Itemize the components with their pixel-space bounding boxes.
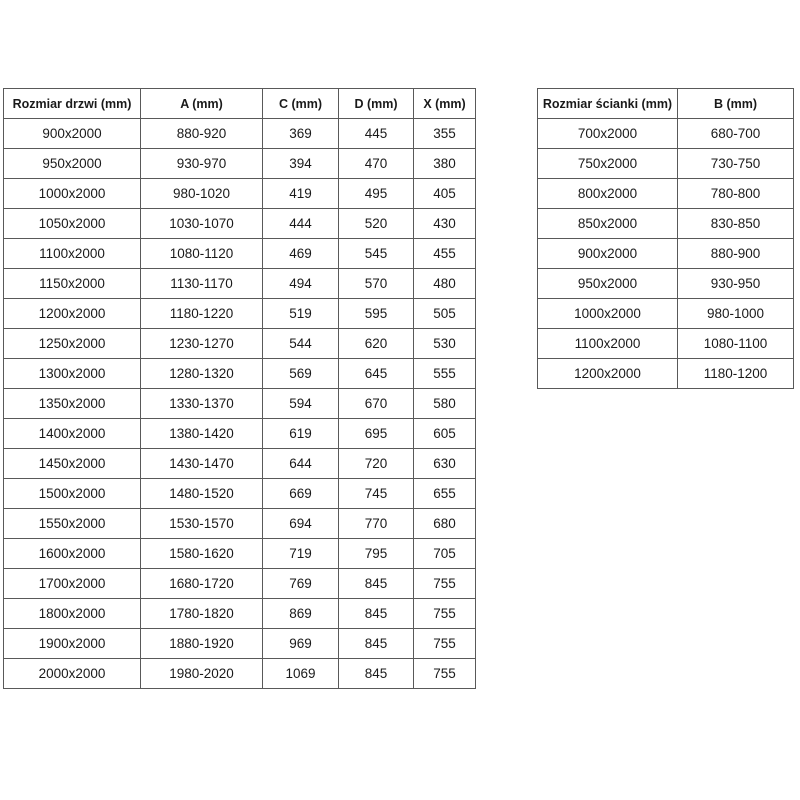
table-cell: 1530-1570 bbox=[141, 509, 263, 539]
table-cell: 1250x2000 bbox=[4, 329, 141, 359]
table-cell: 1680-1720 bbox=[141, 569, 263, 599]
table-cell: 950x2000 bbox=[538, 269, 678, 299]
table-cell: 469 bbox=[263, 239, 339, 269]
table-cell: 1900x2000 bbox=[4, 629, 141, 659]
table-cell: 644 bbox=[263, 449, 339, 479]
table-cell: 455 bbox=[414, 239, 476, 269]
table-cell: 969 bbox=[263, 629, 339, 659]
column-header-b: B (mm) bbox=[678, 89, 794, 119]
column-header-rozmiar-drzwi: Rozmiar drzwi (mm) bbox=[4, 89, 141, 119]
column-header-a: A (mm) bbox=[141, 89, 263, 119]
table-cell: 755 bbox=[414, 629, 476, 659]
table-row bbox=[4, 299, 476, 329]
table-row bbox=[4, 419, 476, 449]
table-cell: 769 bbox=[263, 569, 339, 599]
table-cell: 1600x2000 bbox=[4, 539, 141, 569]
table-cell: 755 bbox=[414, 659, 476, 689]
table-row bbox=[4, 389, 476, 419]
column-header-d: D (mm) bbox=[339, 89, 414, 119]
table-cell: 645 bbox=[339, 359, 414, 389]
table-cell: 730-750 bbox=[678, 149, 794, 179]
table-row bbox=[4, 239, 476, 269]
table-row bbox=[538, 359, 794, 389]
table-cell: 495 bbox=[339, 179, 414, 209]
table-cell: 755 bbox=[414, 599, 476, 629]
table-cell: 780-800 bbox=[678, 179, 794, 209]
table-row bbox=[4, 569, 476, 599]
table-cell: 605 bbox=[414, 419, 476, 449]
table-cell: 1380-1420 bbox=[141, 419, 263, 449]
table-cell: 1400x2000 bbox=[4, 419, 141, 449]
table-cell: 545 bbox=[339, 239, 414, 269]
table-cell: 755 bbox=[414, 569, 476, 599]
table-cell: 1069 bbox=[263, 659, 339, 689]
column-header-x: X (mm) bbox=[414, 89, 476, 119]
table-cell: 745 bbox=[339, 479, 414, 509]
table-cell: 795 bbox=[339, 539, 414, 569]
table-cell: 544 bbox=[263, 329, 339, 359]
door-table-header-row bbox=[4, 89, 476, 119]
table-row bbox=[4, 119, 476, 149]
table-row bbox=[538, 119, 794, 149]
table-cell: 680 bbox=[414, 509, 476, 539]
table-cell: 695 bbox=[339, 419, 414, 449]
table-cell: 355 bbox=[414, 119, 476, 149]
table-cell: 655 bbox=[414, 479, 476, 509]
table-row bbox=[538, 299, 794, 329]
table-cell: 1580-1620 bbox=[141, 539, 263, 569]
table-row bbox=[4, 449, 476, 479]
table-cell: 1500x2000 bbox=[4, 479, 141, 509]
table-cell: 530 bbox=[414, 329, 476, 359]
table-cell: 1300x2000 bbox=[4, 359, 141, 389]
door-size-table bbox=[3, 88, 476, 689]
table-cell: 980-1000 bbox=[678, 299, 794, 329]
table-row bbox=[4, 599, 476, 629]
table-row bbox=[4, 509, 476, 539]
table-row bbox=[4, 269, 476, 299]
table-row bbox=[4, 179, 476, 209]
table-cell: 569 bbox=[263, 359, 339, 389]
table-cell: 705 bbox=[414, 539, 476, 569]
table-cell: 669 bbox=[263, 479, 339, 509]
column-header-rozmiar-scianki: Rozmiar ścianki (mm) bbox=[538, 89, 678, 119]
table-cell: 594 bbox=[263, 389, 339, 419]
table-row bbox=[4, 479, 476, 509]
table-cell: 1080-1120 bbox=[141, 239, 263, 269]
table-cell: 494 bbox=[263, 269, 339, 299]
table-cell: 419 bbox=[263, 179, 339, 209]
wall-size-table bbox=[537, 88, 794, 389]
table-cell: 1000x2000 bbox=[538, 299, 678, 329]
table-cell: 1880-1920 bbox=[141, 629, 263, 659]
table-cell: 1330-1370 bbox=[141, 389, 263, 419]
table-cell: 580 bbox=[414, 389, 476, 419]
table-cell: 1100x2000 bbox=[538, 329, 678, 359]
table-row bbox=[4, 329, 476, 359]
table-cell: 880-920 bbox=[141, 119, 263, 149]
table-cell: 1480-1520 bbox=[141, 479, 263, 509]
table-cell: 830-850 bbox=[678, 209, 794, 239]
table-cell: 405 bbox=[414, 179, 476, 209]
table-cell: 1980-2020 bbox=[141, 659, 263, 689]
table-cell: 1700x2000 bbox=[4, 569, 141, 599]
table-cell: 845 bbox=[339, 629, 414, 659]
table-cell: 520 bbox=[339, 209, 414, 239]
table-cell: 720 bbox=[339, 449, 414, 479]
table-cell: 1150x2000 bbox=[4, 269, 141, 299]
table-cell: 869 bbox=[263, 599, 339, 629]
table-cell: 555 bbox=[414, 359, 476, 389]
table-row bbox=[538, 179, 794, 209]
table-cell: 1200x2000 bbox=[4, 299, 141, 329]
table-cell: 1200x2000 bbox=[538, 359, 678, 389]
table-cell: 1450x2000 bbox=[4, 449, 141, 479]
table-cell: 619 bbox=[263, 419, 339, 449]
column-header-c: C (mm) bbox=[263, 89, 339, 119]
table-cell: 1350x2000 bbox=[4, 389, 141, 419]
table-row bbox=[4, 629, 476, 659]
table-cell: 1130-1170 bbox=[141, 269, 263, 299]
table-cell: 630 bbox=[414, 449, 476, 479]
table-cell: 900x2000 bbox=[4, 119, 141, 149]
table-cell: 394 bbox=[263, 149, 339, 179]
table-cell: 369 bbox=[263, 119, 339, 149]
table-cell: 1080-1100 bbox=[678, 329, 794, 359]
table-row bbox=[4, 209, 476, 239]
table-row bbox=[4, 359, 476, 389]
table-cell: 2000x2000 bbox=[4, 659, 141, 689]
table-row bbox=[538, 269, 794, 299]
table-cell: 595 bbox=[339, 299, 414, 329]
table-cell: 1280-1320 bbox=[141, 359, 263, 389]
table-cell: 380 bbox=[414, 149, 476, 179]
table-cell: 470 bbox=[339, 149, 414, 179]
table-cell: 694 bbox=[263, 509, 339, 539]
table-cell: 850x2000 bbox=[538, 209, 678, 239]
table-cell: 620 bbox=[339, 329, 414, 359]
table-cell: 519 bbox=[263, 299, 339, 329]
wall-table-header-row bbox=[538, 89, 794, 119]
table-row bbox=[538, 149, 794, 179]
table-cell: 1050x2000 bbox=[4, 209, 141, 239]
table-cell: 845 bbox=[339, 659, 414, 689]
table-cell: 980-1020 bbox=[141, 179, 263, 209]
table-cell: 480 bbox=[414, 269, 476, 299]
table-row bbox=[4, 659, 476, 689]
table-cell: 1780-1820 bbox=[141, 599, 263, 629]
table-cell: 770 bbox=[339, 509, 414, 539]
table-cell: 950x2000 bbox=[4, 149, 141, 179]
table-cell: 680-700 bbox=[678, 119, 794, 149]
table-cell: 1550x2000 bbox=[4, 509, 141, 539]
table-cell: 1430-1470 bbox=[141, 449, 263, 479]
table-cell: 430 bbox=[414, 209, 476, 239]
table-cell: 1180-1220 bbox=[141, 299, 263, 329]
table-cell: 719 bbox=[263, 539, 339, 569]
table-cell: 1000x2000 bbox=[4, 179, 141, 209]
table-cell: 880-900 bbox=[678, 239, 794, 269]
table-cell: 1100x2000 bbox=[4, 239, 141, 269]
table-cell: 750x2000 bbox=[538, 149, 678, 179]
table-cell: 1800x2000 bbox=[4, 599, 141, 629]
table-cell: 1030-1070 bbox=[141, 209, 263, 239]
table-cell: 800x2000 bbox=[538, 179, 678, 209]
table-cell: 845 bbox=[339, 599, 414, 629]
table-cell: 845 bbox=[339, 569, 414, 599]
table-cell: 570 bbox=[339, 269, 414, 299]
table-cell: 930-950 bbox=[678, 269, 794, 299]
table-cell: 1180-1200 bbox=[678, 359, 794, 389]
table-cell: 700x2000 bbox=[538, 119, 678, 149]
table-cell: 1230-1270 bbox=[141, 329, 263, 359]
table-row bbox=[538, 239, 794, 269]
table-row bbox=[4, 149, 476, 179]
table-cell: 505 bbox=[414, 299, 476, 329]
table-cell: 445 bbox=[339, 119, 414, 149]
table-cell: 900x2000 bbox=[538, 239, 678, 269]
table-cell: 444 bbox=[263, 209, 339, 239]
table-row bbox=[4, 539, 476, 569]
table-row bbox=[538, 209, 794, 239]
table-cell: 930-970 bbox=[141, 149, 263, 179]
table-row bbox=[538, 329, 794, 359]
table-cell: 670 bbox=[339, 389, 414, 419]
